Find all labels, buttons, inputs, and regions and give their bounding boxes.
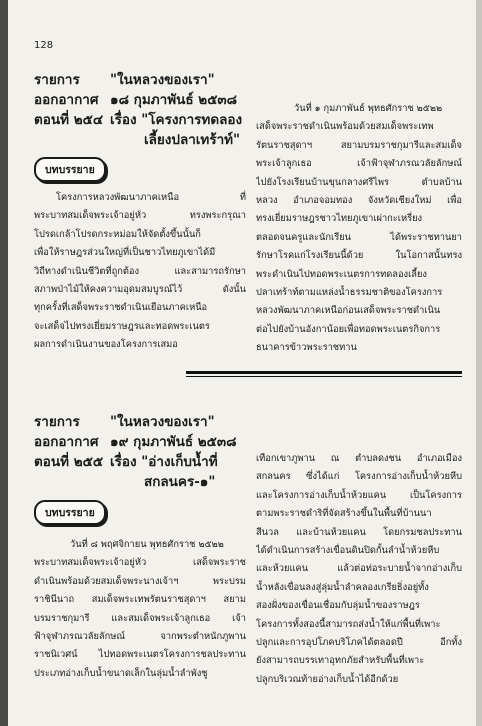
section2-header xyxy=(34,412,294,492)
section1-narration-badge: บทบรรยาย xyxy=(34,157,106,182)
paragraph-line: โครงการทั้งสองนี้สามารถส่งน้ำให้แก่พื้นที่เพาะ xyxy=(256,618,441,630)
paragraph-line: เสด็จพระราชดำเนินพร้อมด้วยสมเด็จพระเทพ xyxy=(256,121,434,133)
paragraph-line: ตลอดจนครูและนักเรียน ได้พระราชทานยา xyxy=(256,231,462,243)
paragraph-line: ดำเนินพร้อมด้วยสมเด็จพระนางเจ้าฯ พระบรม xyxy=(34,575,246,587)
section2-episode-title-1: เรื่อง "อ่างเก็บน้ำที่ xyxy=(110,454,218,470)
section1-episode-title-2: เลี้ยงปลาเทร้าท์" xyxy=(144,132,241,148)
paragraph-line: ตามพระราชดำริที่จัดสร้างขึ้นในพื้นที่บ้านนา xyxy=(256,508,432,520)
paragraph-line: ประเภทอ่างเก็บน้ำขนาดเล็กในลุ่มน้ำลำพังชู xyxy=(34,667,208,679)
section1-episode-title-1: เรื่อง "โครงการทดลอง xyxy=(110,112,243,128)
section1-left-column xyxy=(34,189,246,355)
divider-thick-rule xyxy=(186,371,462,374)
paragraph-line: ปลาเทร้าท์ตามแหล่งน้ำธรรมชาติของโครงการ xyxy=(256,287,443,299)
paragraph-line: ปลูกและการอุปโภคบริโภคได้ตลอดปี อีกทั้ง xyxy=(256,637,462,649)
paragraph-line: ยังสามารถบรรเทาอุทกภัยสำหรับพื้นที่เพาะ xyxy=(256,655,425,667)
section2-airdate-label: ออกอากาศ xyxy=(34,434,99,450)
paragraph-line: รักษาโรคแก่โรงเรียนนี้ด้วย ในโอกาสนั้นทรง xyxy=(256,250,462,262)
divider-thin-rule xyxy=(186,376,462,377)
paragraph-line: ได้ดำเนินการสร้างเขื่อนดินปิดกั้นลำน้ำห้วยหีบ xyxy=(256,545,440,557)
paragraph-line: และห้วยแคน แล้วต่อท่อระบายน้ำจากอ่างเก็บ xyxy=(256,563,462,575)
page-edge-shadow xyxy=(0,0,8,726)
section2-right-column xyxy=(256,450,462,689)
paragraph-line: น้ำหลังเขื่อนลงสู่ลุ่มน้ำลำคลองเกรียธิ่งอยู่ทั้ง xyxy=(256,581,429,593)
paragraph-line: หลวง อำเภอจอมทอง จังหวัดเชียงใหม่ เพื่อ xyxy=(256,195,462,207)
section1-right-column xyxy=(256,100,462,358)
paragraph-line: สภาพป่าไม้ให้คงความอุดมสมบูรณ์ไว้ ดังนั้น xyxy=(34,284,246,296)
paragraph-line: โปรดเกล้าโปรดกระหม่อมให้จัดตั้งขึ้นนั้นก็ xyxy=(34,228,201,240)
section2-episode-label: ตอนที่ ๒๕๕ xyxy=(34,454,104,470)
paragraph-line: วิถีทางดำเนินชีวิตที่ถูกต้อง และสามารถรักษา xyxy=(34,265,246,277)
paragraph-line: วันที่ ๘ พฤศจิกายน พุทธศักราช ๒๕๒๒ xyxy=(70,539,224,550)
paragraph-line: พระบาทสมเด็จพระเจ้าอยู่หัว ทรงพระกรุณา xyxy=(34,210,246,222)
paragraph-line: พระดำเนินไปทอดพระเนตรการทดลองเลี้ยง xyxy=(256,268,427,280)
paragraph-line: หลวงพัฒนาภาคเหนือก่อนเสด็จพระราชดำเนิน xyxy=(256,305,441,317)
paragraph-line: พระบาทสมเด็จพระเจ้าอยู่หัว เสด็จพระราช xyxy=(34,557,246,569)
section2-program-label: รายการ xyxy=(34,414,80,430)
paragraph-line: ทรงเยี่ยมราษฎรชาวไทยภูเขาเผ่ากะเหรี่ยง xyxy=(256,213,423,225)
section2-program-value: "ในหลวงของเรา" xyxy=(110,414,215,430)
page-number: 128 xyxy=(34,40,54,51)
paragraph-line: เพื่อให้ราษฎรส่วนใหญ่ที่เป็นชาวไทยภูเขาได้มี xyxy=(34,247,216,259)
paragraph-line: โครงการหลวงพัฒนาภาคเหนือ ที่ xyxy=(56,192,246,203)
paragraph-line: ฟ้าจุฬาภรณวลัยลักษณ์ จากพระตำหนักภูพาน xyxy=(34,631,246,643)
paragraph-line: ธนาคารข้าวพระราชทาน xyxy=(256,342,357,354)
section1-airdate-value: ๑๘ กุมภาพันธ์ ๒๕๓๘ xyxy=(110,92,238,108)
section1-airdate-label: ออกอากาศ xyxy=(34,92,99,108)
paragraph-line: สกลนคร ซึ่งได้แก่ โครงการอ่างเก็บน้ำห้วยหีบ xyxy=(256,471,462,483)
paragraph-line: ราชนิเวศน์ ไปทอดพระเนตรโครงการชลประทาน xyxy=(34,649,246,661)
paragraph-line: วันที่ ๑ กุมภาพันธ์ พุทธศักราช ๒๕๒๒ xyxy=(294,103,443,114)
paragraph-line: พระเจ้าลูกเธอ เจ้าฟ้าจุฬาภรณวลัยลักษณ์ xyxy=(256,158,462,170)
paragraph-line: สองฝั่งของเขื่อนเชื่อมกับลุ่มน้ำของราษฎร xyxy=(256,600,420,612)
section2-left-column xyxy=(34,536,246,683)
paragraph-line: ทุกครั้งที่เสด็จพระราชดำเนินเยือนภาคเหนือ xyxy=(34,302,208,314)
paragraph-line: จะเสด็จไปทรงเยี่ยมราษฎรและทอดพระเนตร xyxy=(34,320,210,332)
section1-program-value: "ในหลวงของเรา" xyxy=(110,72,215,88)
section1-header xyxy=(34,70,294,150)
paragraph-line: ต่อไปยังบ้านอังกาน้อยเพื่อทอดพระเนตรกิจการ xyxy=(256,323,441,335)
section1-episode-label: ตอนที่ ๒๕๔ xyxy=(34,112,104,128)
section-divider xyxy=(186,371,462,377)
paragraph-line: ปลูกบริเวณท้ายอ่างเก็บน้ำได้อีกด้วย xyxy=(256,673,399,685)
paragraph-line: เทือกเขาภูพาน ณ ตำบลดงชน อำเภอเมือง xyxy=(256,453,462,464)
paragraph-line: สีนวล และบ้านห้วยแคน โดยกรมชลประทาน xyxy=(256,526,462,538)
paragraph-line: ผลการดำเนินงานของโครงการเสมอ xyxy=(34,339,178,351)
paragraph-line: และโครงการอ่างเก็บน้ำห้วยแคน เป็นโครงการ xyxy=(256,489,462,501)
paragraph-line: รัตนราชสุดาฯ สยามบรมราชกุมารีและสมเด็จ xyxy=(256,139,462,151)
paragraph-line: ราชินีนาถ สมเด็จพระเทพรัตนราชสุดาฯ สยาม xyxy=(34,594,246,606)
page-edge-right xyxy=(476,0,482,726)
paragraph-line: บรมราชกุมารี และสมเด็จพระเจ้าลูกเธอ เจ้า xyxy=(34,612,246,624)
section2-airdate-value: ๑๙ กุมภาพันธ์ ๒๕๓๘ xyxy=(110,434,237,450)
section2-narration-badge: บทบรรยาย xyxy=(34,500,106,525)
paragraph-line: ไปยังโรงเรียนบ้านขุนกลางศรีไพร ตำบลบ้าน xyxy=(256,176,462,188)
section1-program-label: รายการ xyxy=(34,72,80,88)
section2-episode-title-2: สกลนคร-๑" xyxy=(144,474,216,490)
